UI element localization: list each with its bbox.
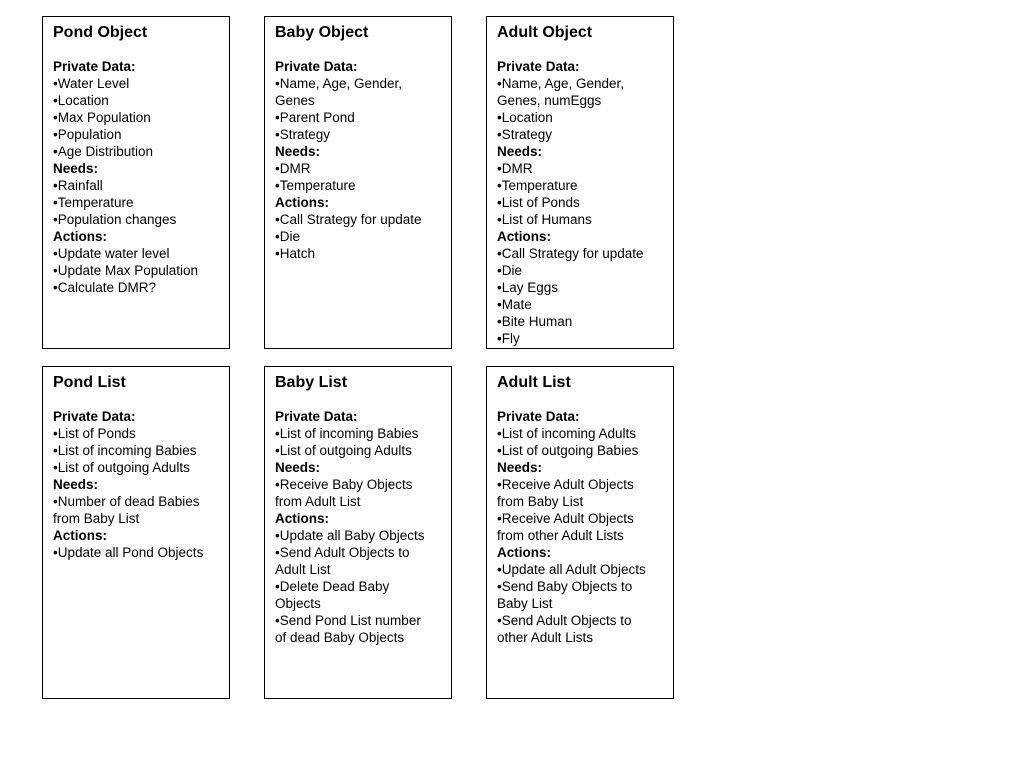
card-body xyxy=(275,58,441,262)
list-item: of dead Baby Objects xyxy=(275,630,405,645)
section-heading: Private Data: xyxy=(275,409,358,424)
list-item: from Adult List xyxy=(275,494,361,509)
card-title: Adult Object xyxy=(497,24,593,41)
list-item: •Send Pond List number xyxy=(275,613,421,628)
section-heading: Actions: xyxy=(497,545,551,560)
section-heading: Private Data: xyxy=(53,59,136,74)
list-item: Genes, numEggs xyxy=(497,93,602,108)
card-title: Baby Object xyxy=(275,24,369,41)
list-item: •List of incoming Babies xyxy=(53,443,197,458)
list-item: •Send Baby Objects to xyxy=(497,579,633,594)
list-item: •Update Max Population xyxy=(53,263,199,278)
list-item: •DMR xyxy=(275,161,311,176)
section-heading: Needs: xyxy=(53,161,99,176)
list-item: Baby List xyxy=(497,596,553,611)
list-item: Genes xyxy=(275,93,315,108)
section-heading: Needs: xyxy=(53,477,99,492)
list-item: •Bite Human xyxy=(497,314,573,329)
card-body xyxy=(53,58,219,296)
list-item: •Update all Adult Objects xyxy=(497,562,646,577)
list-item: other Adult Lists xyxy=(497,630,594,645)
section-heading: Needs: xyxy=(497,460,543,475)
list-item: •List of outgoing Babies xyxy=(497,443,639,458)
list-item: •List of outgoing Adults xyxy=(275,443,412,458)
list-item: •DMR xyxy=(497,161,533,176)
section-heading: Private Data: xyxy=(497,409,580,424)
list-item: •Number of dead Babies xyxy=(53,494,200,509)
section-heading: Actions: xyxy=(53,528,107,543)
list-item: •Name, Age, Gender, xyxy=(497,76,625,91)
list-item: •Receive Baby Objects xyxy=(275,477,413,492)
pond-object-card xyxy=(42,16,230,349)
section-heading: Private Data: xyxy=(53,409,136,424)
section-heading: Actions: xyxy=(497,229,551,244)
list-item: •Parent Pond xyxy=(275,110,355,125)
list-item: •Calculate DMR? xyxy=(53,280,157,295)
list-item: •List of incoming Adults xyxy=(497,426,637,441)
list-item: •Mate xyxy=(497,297,532,312)
list-item: Objects xyxy=(275,596,321,611)
list-item: •Lay Eggs xyxy=(497,280,559,295)
section-heading: Needs: xyxy=(275,460,321,475)
list-item: •Update all Pond Objects xyxy=(53,545,204,560)
list-item: •Call Strategy for update xyxy=(275,212,422,227)
card-body xyxy=(497,408,663,646)
card-body xyxy=(53,408,219,561)
list-item: •List of outgoing Adults xyxy=(53,460,190,475)
list-item: •Die xyxy=(497,263,522,278)
baby-object-card xyxy=(264,16,452,349)
list-item: •Die xyxy=(275,229,300,244)
list-item: •List of Humans xyxy=(497,212,592,227)
list-item: •Call Strategy for update xyxy=(497,246,644,261)
list-item: •Receive Adult Objects xyxy=(497,477,634,492)
list-item: •Send Adult Objects to xyxy=(275,545,410,560)
section-heading: Private Data: xyxy=(275,59,358,74)
list-item: •Population xyxy=(53,127,122,142)
list-item: •Water Level xyxy=(53,76,130,91)
adult-list-card xyxy=(486,366,674,699)
baby-list-card xyxy=(264,366,452,699)
pond-list-card xyxy=(42,366,230,699)
list-item: •Strategy xyxy=(275,127,331,142)
adult-object-card xyxy=(486,16,674,349)
card-title: Adult List xyxy=(497,374,571,391)
list-item: •Delete Dead Baby xyxy=(275,579,390,594)
list-item: from Baby List xyxy=(53,511,140,526)
list-item: •Hatch xyxy=(275,246,315,261)
card-title: Baby List xyxy=(275,374,348,391)
card-title: Pond Object xyxy=(53,24,148,41)
list-item: •Location xyxy=(497,110,553,125)
list-item: •Fly xyxy=(497,331,520,346)
list-item: from Baby List xyxy=(497,494,584,509)
list-item: •List of Ponds xyxy=(497,195,580,210)
list-item: •Send Adult Objects to xyxy=(497,613,632,628)
list-item: •Temperature xyxy=(53,195,134,210)
card-title: Pond List xyxy=(53,374,126,391)
list-item: •Strategy xyxy=(497,127,553,142)
list-item: •Max Population xyxy=(53,110,151,125)
list-item: •Receive Adult Objects xyxy=(497,511,634,526)
list-item: •Age Distribution xyxy=(53,144,154,159)
list-item: •Name, Age, Gender, xyxy=(275,76,403,91)
list-item: •Population changes xyxy=(53,212,177,227)
section-heading: Needs: xyxy=(275,144,321,159)
list-item: Adult List xyxy=(275,562,331,577)
card-body xyxy=(275,408,441,646)
list-item: •Location xyxy=(53,93,109,108)
section-heading: Actions: xyxy=(275,511,329,526)
list-item: •Update water level xyxy=(53,246,170,261)
list-item: •Rainfall xyxy=(53,178,103,193)
section-heading: Actions: xyxy=(275,195,329,210)
list-item: •List of Ponds xyxy=(53,426,136,441)
section-heading: Private Data: xyxy=(497,59,580,74)
list-item: •Temperature xyxy=(275,178,356,193)
list-item: •Update all Baby Objects xyxy=(275,528,425,543)
section-heading: Actions: xyxy=(53,229,107,244)
list-item: •List of incoming Babies xyxy=(275,426,419,441)
list-item: from other Adult Lists xyxy=(497,528,624,543)
list-item: •Temperature xyxy=(497,178,578,193)
card-body xyxy=(497,58,663,347)
section-heading: Needs: xyxy=(497,144,543,159)
